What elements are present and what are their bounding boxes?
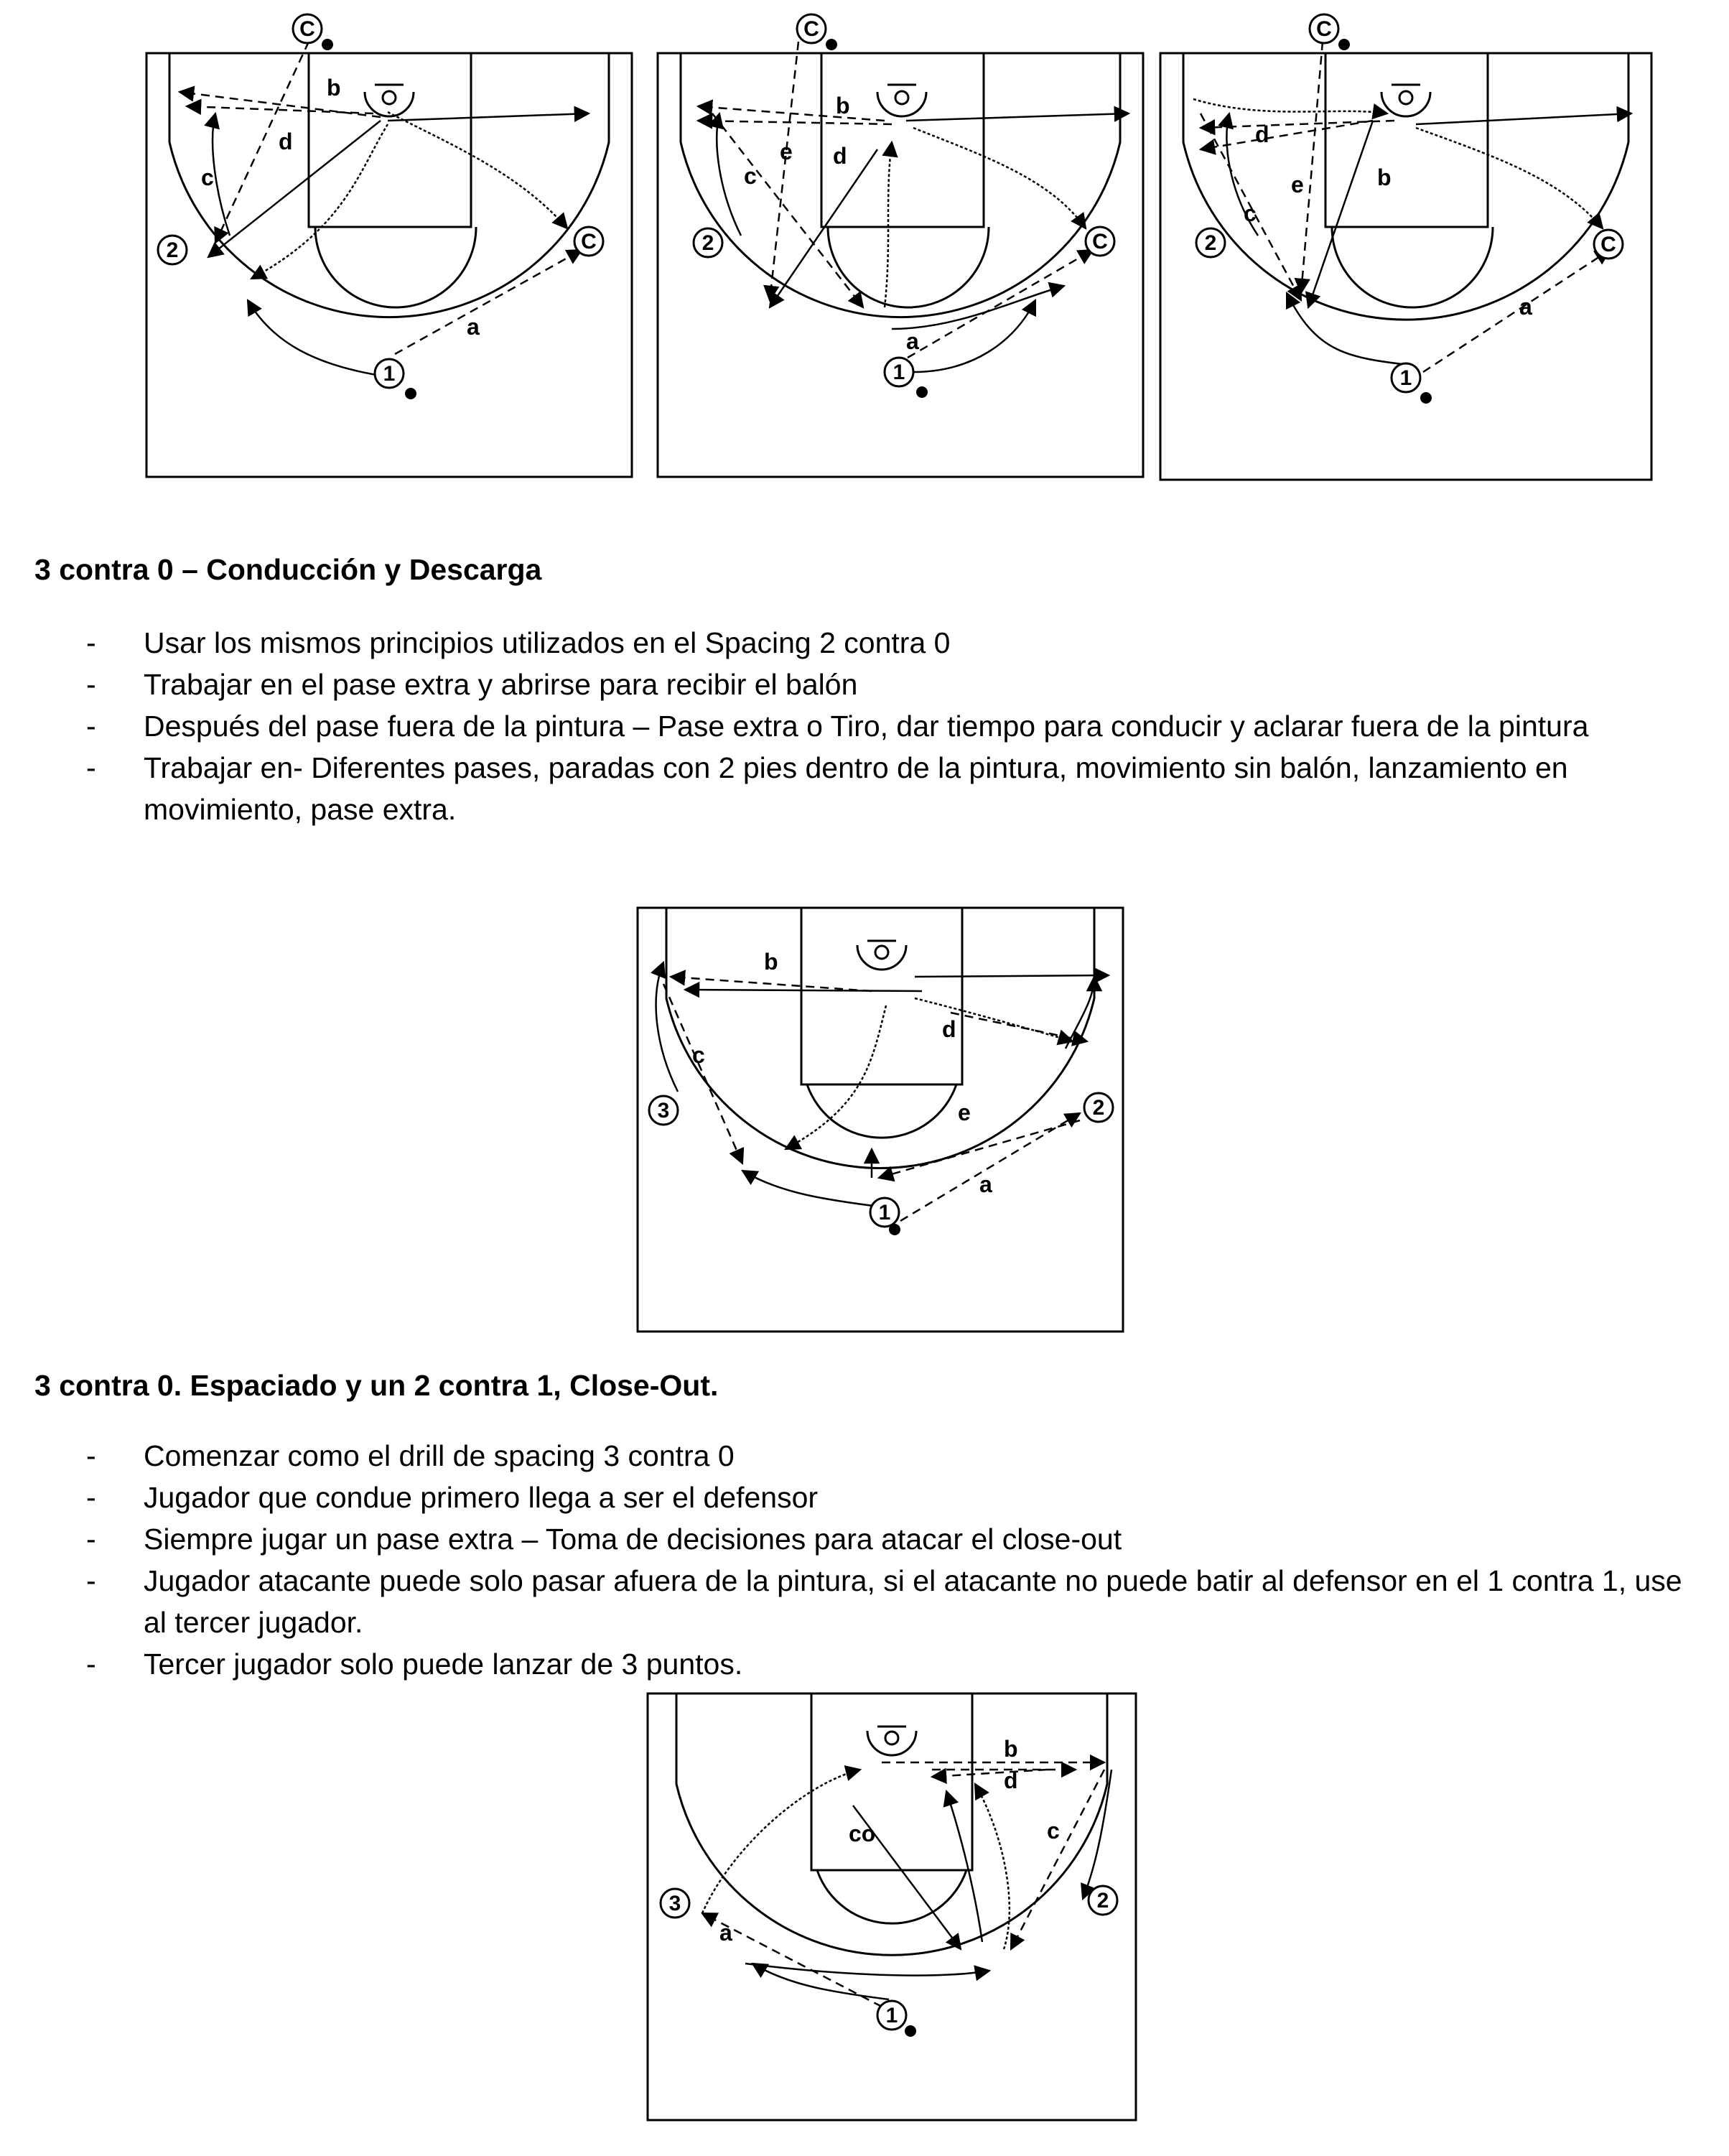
coach-top-marker (293, 14, 333, 50)
action-label-d: d (279, 129, 293, 154)
action-label-c: c (744, 163, 757, 189)
bullet-item: - Comenzar como el drill de spacing 3 contra 0 (86, 1439, 735, 1472)
player-1-marker (870, 1198, 900, 1235)
player-2-marker (158, 236, 187, 264)
action-label-e: e (958, 1100, 971, 1125)
player-2-marker (694, 228, 722, 257)
svg-text:1: 1 (878, 1201, 891, 1225)
svg-text:2: 2 (1096, 1889, 1109, 1913)
action-label-a: a (979, 1171, 992, 1197)
svg-text:C: C (1092, 230, 1108, 254)
action-label-d: d (1004, 1767, 1018, 1793)
player-2-marker (1084, 1093, 1113, 1122)
action-label-co: co (849, 1821, 876, 1846)
court-diagram-2 (655, 13, 1157, 487)
court-diagram-1 (144, 13, 646, 487)
coach-top-marker (1310, 14, 1350, 50)
player-1-marker (375, 359, 416, 399)
svg-text:2: 2 (1204, 231, 1217, 255)
svg-text:2: 2 (702, 231, 714, 255)
action-label-b: b (1377, 164, 1392, 190)
player-1-marker (877, 2001, 916, 2037)
svg-text:3: 3 (657, 1099, 670, 1123)
action-label-d: d (1255, 121, 1269, 147)
action-label-b: b (327, 75, 341, 101)
action-label-e: e (1291, 172, 1304, 198)
coach-top-marker (797, 14, 837, 50)
svg-text:C: C (803, 17, 819, 41)
bullet-item: - Jugador atacante puede solo pasar afuera de la pintura, si el atacante no puede batir al defensor en el 1 contra 1, use al tercer jugador. (86, 1564, 1682, 1639)
action-label-a: a (719, 1920, 732, 1946)
section-1-bullet-list (34, 622, 1707, 830)
action-label-c: c (201, 164, 214, 190)
svg-text:C: C (1600, 233, 1616, 256)
svg-text:2: 2 (1092, 1096, 1105, 1120)
action-label-c: c (692, 1042, 705, 1068)
action-label-b: b (1004, 1736, 1018, 1762)
player-2-marker (1089, 1886, 1117, 1915)
coach-right-marker (574, 227, 603, 256)
bullet-item: - Trabajar en- Diferentes pases, paradas con 2 pies dentro de la pintura, movimiento sin balón, lanzamiento en movimiento, pase extra. (86, 751, 1568, 826)
action-label-a: a (1519, 294, 1532, 320)
action-label-c: c (1244, 200, 1257, 226)
section-2-bullet-list (34, 1435, 1707, 1685)
svg-text:C: C (299, 17, 315, 41)
svg-text:3: 3 (668, 1892, 681, 1915)
bullet-item: - Después del pase fuera de la pintura – Pase extra o Tiro, dar tiempo para conducir y aclarar fuera de la pintura (86, 710, 1589, 743)
court-diagram-3 (1157, 13, 1660, 487)
bullet-item: - Trabajar en el pase extra y abrirse para recibir el balón (86, 668, 858, 701)
action-label-b: b (764, 949, 778, 975)
action-label-a: a (906, 328, 919, 354)
coach-right-marker (1086, 227, 1114, 256)
action-labels (201, 75, 480, 340)
svg-text:1: 1 (885, 2004, 898, 2027)
player-markers (158, 14, 603, 399)
section-title-close-out: 3 contra 0. Espaciado y un 2 contra 1, Close-Out. (34, 1369, 719, 1402)
bullet-item: - Usar los mismos principios utilizados en el Spacing 2 contra 0 (86, 626, 951, 659)
action-label-a: a (467, 314, 480, 340)
court-diagram-4 (635, 905, 1130, 1336)
court-diagram-5 (645, 1691, 1140, 2122)
action-label-d: d (942, 1016, 956, 1042)
svg-text:1: 1 (383, 362, 396, 386)
player-2-marker (1196, 228, 1225, 257)
section-title-conduccion-descarga: 3 contra 0 – Conducción y Descarga (34, 553, 542, 586)
action-label-b: b (836, 93, 850, 119)
action-label-e: e (780, 139, 793, 164)
coach-right-marker (1594, 230, 1623, 259)
bullet-item: - Jugador que condue primero llega a ser el defensor (86, 1481, 819, 1514)
action-label-c: c (1047, 1818, 1060, 1844)
svg-text:C: C (1316, 17, 1332, 41)
svg-text:1: 1 (893, 361, 905, 384)
svg-text:C: C (581, 230, 597, 254)
bullet-item: - Tercer jugador solo puede lanzar de 3 puntos. (86, 1648, 743, 1681)
svg-text:1: 1 (1399, 366, 1412, 390)
action-lines (180, 42, 589, 376)
court-lines (146, 53, 632, 477)
player-1-marker (885, 358, 928, 398)
player-3-marker (649, 1096, 678, 1125)
bullet-item: - Siempre jugar un pase extra – Toma de decisiones para atacar el close-out (86, 1523, 1122, 1556)
player-3-marker (661, 1889, 689, 1918)
svg-text:2: 2 (166, 238, 179, 262)
action-label-d: d (833, 143, 847, 169)
